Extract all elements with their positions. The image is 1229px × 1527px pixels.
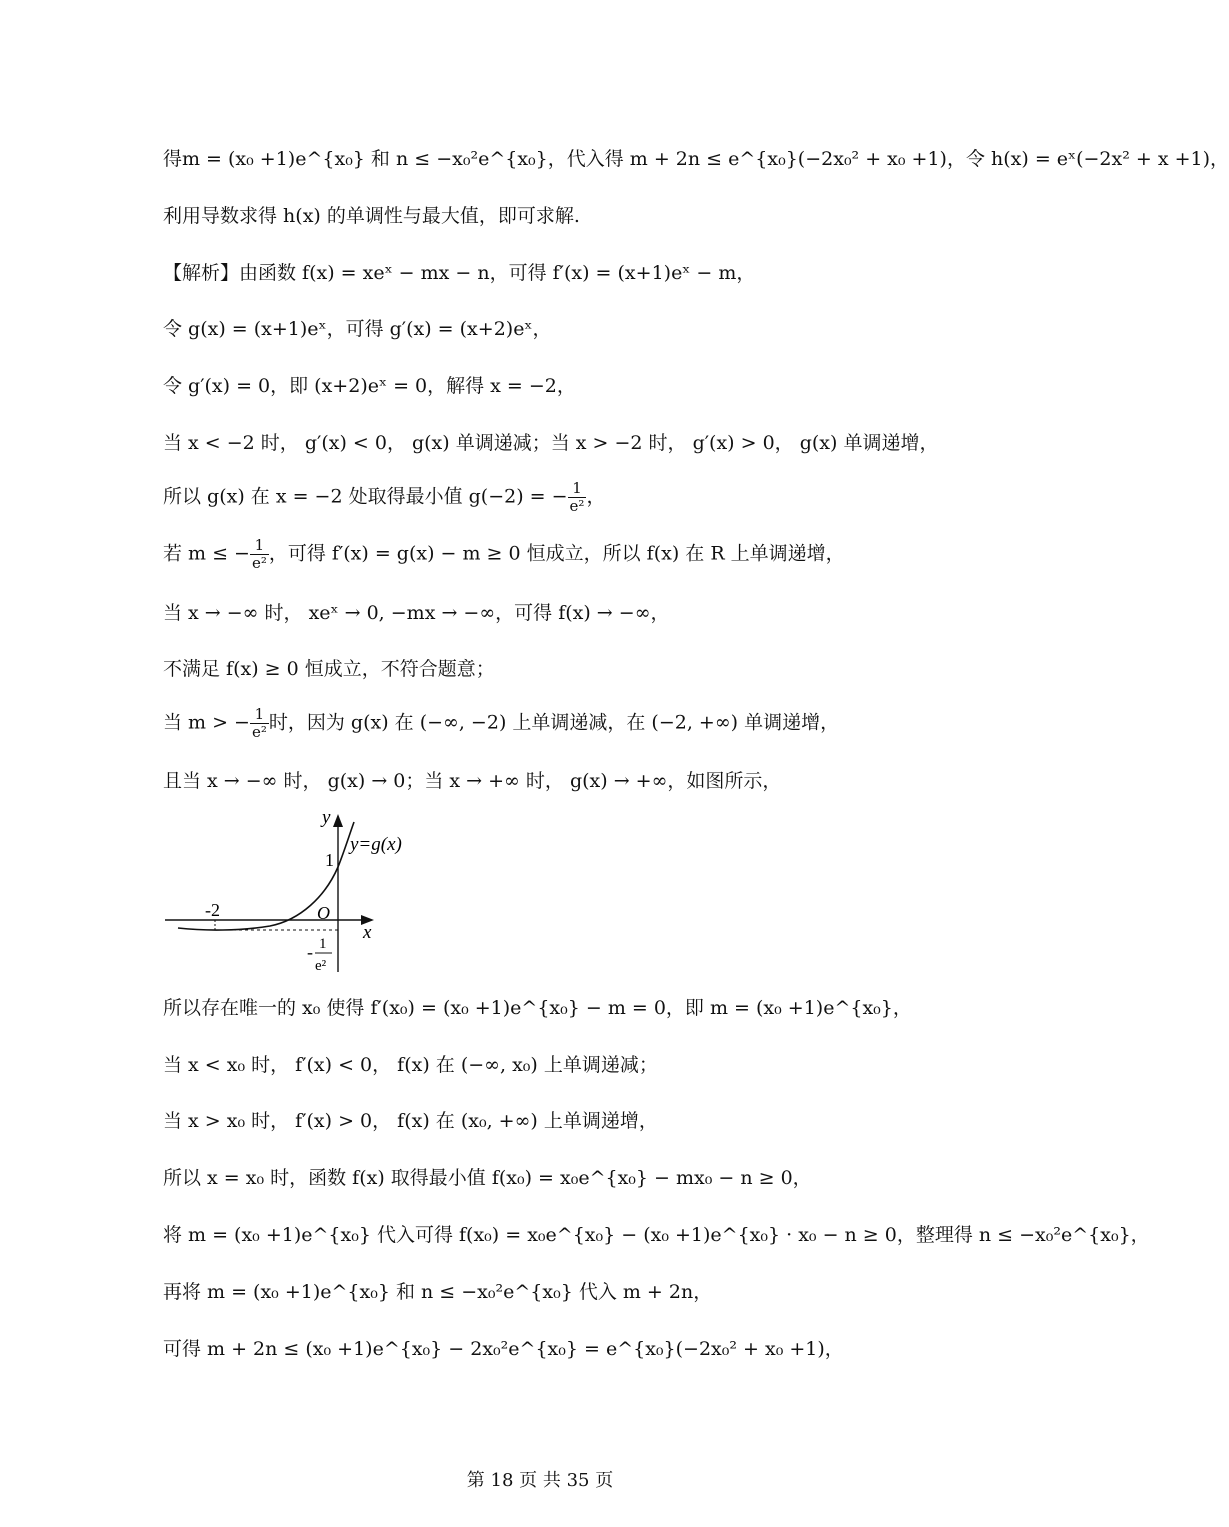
curve-label: y=g(x) (350, 834, 402, 855)
text-line-7 (163, 480, 923, 515)
text-line-19: 可得 m + 2n ≤ (x₀ +1)e^{x₀} − 2x₀²e^{x₀} = e^{x₀}(−2x₀² + x₀ +1)， (163, 1338, 844, 1360)
line-11-text: 当 m > − (163, 711, 250, 734)
fraction-numerator: 1 (250, 706, 269, 724)
fraction (250, 706, 269, 741)
text-line-16: 所以 x = x₀ 时，函数 f(x) 取得最小值 f(x₀) = x₀e^{x₀} − mx₀ − n ≥ 0， (163, 1167, 812, 1189)
tick-y-one-label: 1 (325, 850, 334, 870)
text-line-4: 令 g(x) = (x+1)eˣ，可得 g′(x) = (x+2)eˣ， (163, 318, 552, 340)
text-line-5: 令 g′(x) = 0，即 (x+2)eˣ = 0，解得 x = −2， (163, 375, 576, 397)
text-line-10: 不满足 f(x) ≥ 0 恒成立，不符合题意； (163, 658, 495, 680)
text-line-6: 当 x < −2 时， g′(x) < 0， g(x) 单调递减；当 x > −2 时， g′(x) > 0， g(x) 单调递增， (163, 432, 939, 454)
line-8-tail: ，可得 f′(x) = g(x) − m ≥ 0 恒成立，所以 f(x) 在 R 上单调递增， (268, 542, 845, 565)
fraction-denominator: e² (569, 497, 585, 515)
fraction (250, 537, 269, 572)
text-line-1: 得m = (x₀ +1)e^{x₀} 和 n ≤ −x₀²e^{x₀}，代入得 m + 2n ≤ e^{x₀}(−2x₀² + x₀ +1)，令 h(x) = eˣ(−2x² + x +1)， (163, 148, 1229, 170)
text-line-13: 所以存在唯一的 x₀ 使得 f′(x₀) = (x₀ +1)e^{x₀} − m = 0，即 m = (x₀ +1)e^{x₀}， (163, 997, 912, 1019)
text-line-8 (163, 537, 923, 572)
text-line-15: 当 x > x₀ 时， f′(x) > 0， f(x) 在 (x₀, +∞) 上单调递增， (163, 1110, 658, 1132)
x-axis-label: x (363, 922, 372, 943)
line-8-text: 若 m ≤ − (163, 542, 250, 565)
text-line-12: 且当 x → −∞ 时， g(x) → 0；当 x → +∞ 时， g(x) → +∞，如图所示， (163, 770, 782, 792)
fraction (568, 480, 587, 515)
line-11-tail: 时，因为 g(x) 在 (−∞, −2) 上单调递减，在 (−2, +∞) 单调递增， (268, 711, 840, 734)
text-line-14: 当 x < x₀ 时， f′(x) < 0， f(x) 在 (−∞, x₀) 上单调递减； (163, 1054, 658, 1076)
origin-label: O (317, 903, 330, 923)
min-value-sign: - (307, 942, 313, 962)
text-line-11 (163, 706, 923, 741)
min-value-denominator: e² (315, 958, 327, 974)
function-graph (160, 802, 420, 982)
text-line-3: 【解析】由函数 f(x) = xeˣ − mx − n，可得 f′(x) = (x+1)eˣ − m， (163, 262, 756, 284)
fraction-denominator: e² (251, 723, 267, 741)
text-line-18: 再将 m = (x₀ +1)e^{x₀} 和 n ≤ −x₀²e^{x₀} 代入 m + 2n， (163, 1281, 713, 1303)
min-value-numerator: 1 (319, 936, 327, 952)
text-line-2: 利用导数求得 h(x) 的单调性与最大值，即可求解. (163, 205, 580, 227)
fraction-numerator: 1 (568, 480, 587, 498)
text-line-9: 当 x → −∞ 时， xeˣ → 0, −mx → −∞，可得 f(x) → −∞， (163, 602, 670, 624)
line-7-tail: ， (586, 485, 606, 508)
page-footer: 第 18 页 共 35 页 (466, 1470, 614, 1491)
fraction-denominator: e² (251, 554, 267, 572)
y-axis-arrow (333, 814, 343, 827)
tick-x-minus-two-label: -2 (205, 900, 220, 920)
line-7-text: 所以 g(x) 在 x = −2 处取得最小值 g(−2) = − (163, 485, 568, 508)
fraction-numerator: 1 (250, 537, 269, 555)
y-axis-label: y (322, 807, 331, 828)
text-line-17: 将 m = (x₀ +1)e^{x₀} 代入可得 f(x₀) = x₀e^{x₀} − (x₀ +1)e^{x₀} · x₀ − n ≥ 0，整理得 n ≤ −x₀²e^{x₀}， (163, 1224, 1150, 1246)
